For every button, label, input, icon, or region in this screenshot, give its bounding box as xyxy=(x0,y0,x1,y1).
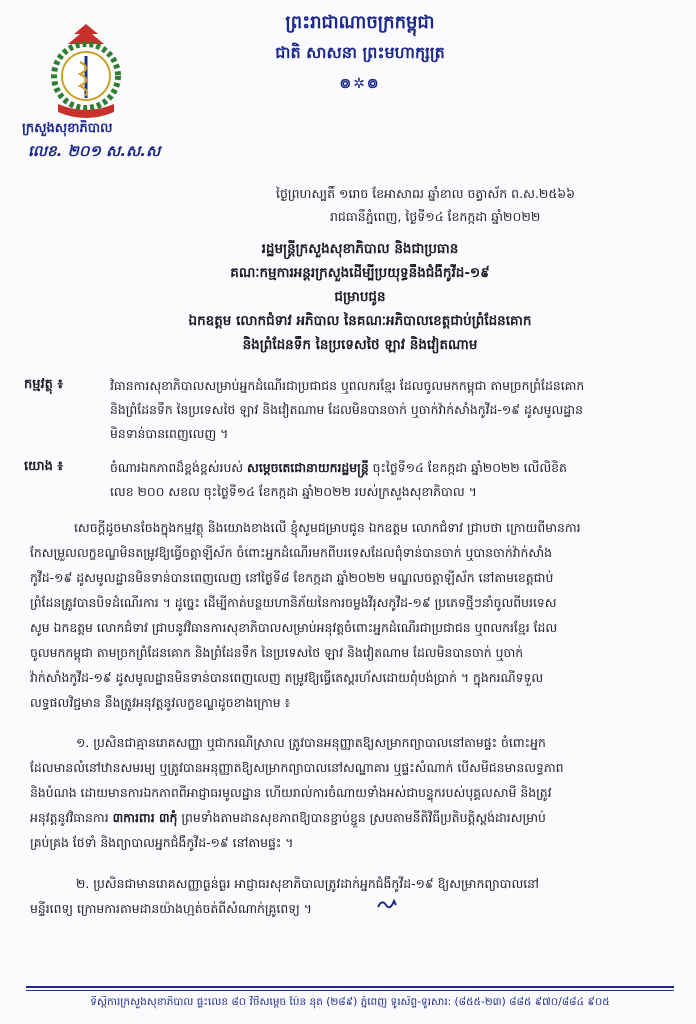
reference-text: ចំណារឯកភាពដ៏ខ្ពង់ខ្ពស់របស់ xyxy=(110,460,248,475)
heading-recipient: ឯកឧត្តម លោកជំទាវ អភិបាល នៃគណៈអភិបាលខេត្តជាប់ព្រំដែនគោក xyxy=(188,313,532,329)
reference-prime-minister: សម្តេចតេជោនាយករដ្ឋមន្ត្រី xyxy=(247,460,369,475)
heading-committee: គណៈកម្មការអន្តរក្រសួងដើម្បីប្រយុទ្ធនឹងជំងឺកូវីដ-១៩ xyxy=(230,265,490,281)
subject-label: កម្មវត្ថុ ៖ xyxy=(24,377,64,392)
heading-sender: រដ្ឋមន្ត្រីក្រសួងសុខាភិបាល និងជាប្រធាន xyxy=(261,241,459,257)
point-1-line: ដែលមានលំនៅឋានសមរម្យ ឬត្រូវបានអនុញ្ញាតឱ្យសម្រាកព្យាបាលនៅសណ្ឋាគារ ឬផ្ទះសំណាក់ បើសមីជនមានលទ្ធភាព xyxy=(30,760,564,775)
point-1-line: ១. ប្រសិនជាគ្មានរោគសញ្ញា ឬជាករណីស្រាល ត្រូវបានអនុញ្ញាតឱ្យសម្រាកព្យាបាលនៅតាមផ្ទះ ចំពោះអ្នក xyxy=(76,735,546,750)
intro-line: វ៉ាក់សាំងកូវីដ-១៩ ដូសមូលដ្ឋានមិនទាន់បានពេញលេញ តម្រូវឱ្យធ្វើតេស្តរហ័សដោយពុំបង់ប្រាក់ ។ ក្នុងករណីទទួល xyxy=(30,670,544,685)
point-2-line: ២. ប្រសិនជាមានរោគសញ្ញាធ្ងន់ធ្ងរ អាជ្ញាធរសុខាភិបាលត្រូវដាក់អ្នកជំងឺកូវីដ-១៩ ឱ្យសម្រាកព្យាបាលនៅ xyxy=(76,876,539,891)
kingdom-title: ព្រះរាជាណាចក្រកម្ពុជា xyxy=(285,12,435,33)
heading-recipient-cont: និងព្រំដែនទឹក នៃប្រទេសថៃ ឡាវ និងវៀតណាម xyxy=(242,337,478,353)
intro-line: សូម ឯកឧត្តម លោកជំទាវ ជ្រាបនូវវិធានការសុខាភិបាលសម្រាប់អនុវត្តចំពោះអ្នកដំណើរជាប្រជាជន ឬពលករខ្មែរ ដែល xyxy=(30,620,558,635)
point-1-line: និងបំណង ដោយមានការឯកភាពពីអាជ្ញាធរមូលដ្ឋាន ហើយរាល់ការចំណាយទាំងអស់ជាបន្ទុករបស់បុគ្គលសាមី និងត្រូវ xyxy=(30,785,552,800)
heading-greeting: ជម្រាបជូន xyxy=(334,289,386,305)
point-1-measures: ៣ការពារ ៣កុំ xyxy=(112,810,178,825)
point-1-text: អនុវត្តនូវវិធានការ xyxy=(30,810,113,825)
point-2-line: មន្ទីរពេទ្យ ក្រោមការតាមដានយ៉ាងហ្មត់ចត់ពីសំណាក់គ្រូពេទ្យ ។ xyxy=(30,901,312,916)
point-1-text: ព្រមទាំងតាមដានសុខភាពឱ្យបានខ្ជាប់ខ្ជួន ស្របតាមនីតិវិធីប្រតិបត្តិស្តង់ដារសម្រាប់ xyxy=(177,810,546,825)
intro-line: កូវីដ-១៩ ដូសមូលដ្ឋានមិនទាន់បានពេញលេញ នៅថ្ងៃទី៨ ខែកក្កដា ឆ្នាំ២០២២ មណ្ឌលចត្តាឡីស័ក នៅតាមខេត្តជាប់ xyxy=(30,570,554,585)
end-flourish-icon xyxy=(376,897,398,911)
point-1-line xyxy=(30,810,674,829)
intro-line: លទ្ធផលវិជ្ជមាន នឹងត្រូវអនុវត្តនូវលក្ខខណ្ឌដូចខាងក្រោម ៖ xyxy=(30,695,290,710)
intro-line: កែសម្រួលលក្ខខណ្ឌមិនតម្រូវឱ្យធ្វើចត្តាឡីស័ក ចំពោះអ្នកដំណើរមកពីបរទេសដែលពុំទាន់បានចាក់ ឬបានចាក់វ៉ាក់សាំង xyxy=(30,545,553,560)
subject-line: វិធានការសុខាភិបាលសម្រាប់អ្នកដំណើរជាប្រជាជន ឬពលករខ្មែរ ដែលចូលមកកម្ពុជា តាមច្រកព្រំដែនគោក xyxy=(110,378,585,393)
lunar-date: ថ្ងៃព្រហស្បតិ៍ ១រោច ខែអាសាឍ ឆ្នាំខាល ចត្វាស័ក ព.ស.២៥៦៦ xyxy=(276,186,575,201)
subject-line: មិនទាន់បានពេញលេញ ។ xyxy=(110,426,229,441)
national-motto: ជាតិ សាសនា ព្រះមហាក្សត្រ xyxy=(275,43,445,62)
footer-rule xyxy=(26,986,674,988)
point-1-line: គ្រប់គ្រង ថែទាំ និងព្យាបាលអ្នកជំងឺកូវីដ-១៩ នៅតាមផ្ទះ ។ xyxy=(30,835,294,850)
solar-date: រាជធានីភ្នំពេញ, ថ្ងៃទី១៤ ខែកក្កដា ឆ្នាំ២០២២ xyxy=(330,209,541,224)
intro-line: ព្រំដែនត្រូវបានបិទដំណើរការ ។ ដូច្នេះ ដើម្បីកាត់បន្ថយហានិភ័យនៃការចម្លងវីរុសកូវីដ-១៩ ប្រភេទថ្មីៗនាំចូលពីបរទេស xyxy=(30,595,557,610)
header-ornament: ៙✲៙ xyxy=(339,76,381,92)
document-reference-number: លេខ. ២០១ ស.ស.ស xyxy=(28,142,161,160)
subject-line: និងព្រំដែនទឹក នៃប្រទេសថៃ ឡាវ និងវៀតណាម ដែលមិនបានចាក់ ឬចាក់វ៉ាក់សាំងកូវីដ-១៩ ដូសមូលដ្ឋាន xyxy=(110,402,583,417)
ministry-name: ក្រសួងសុខាភិបាល xyxy=(22,121,113,136)
footer-rule-thin xyxy=(26,990,674,991)
reference-label: យោង ៖ xyxy=(24,459,64,474)
intro-line: សេចក្តីដូចមានចែងក្នុងកម្មវត្ថុ និងយោងខាងលើ ខ្ញុំសូមជម្រាបជូន ឯកឧត្តម លោកជំទាវ ជ្រាបថា ក្រោយពីមានការ xyxy=(74,520,581,535)
reference-line: លេខ ២០០ សខល ចុះថ្ងៃទី១៤ ខែកក្កដា ឆ្នាំ២០២២ របស់ក្រសួងសុខាភិបាល ។ xyxy=(110,484,477,499)
ministry-emblem-icon xyxy=(40,20,132,120)
intro-line: ចូលមកកម្ពុជា តាមច្រកព្រំដែនគោក និងព្រំដែនទឹក នៃប្រទេសថៃ ឡាវ និងវៀតណាម ដែលមិនបានចាក់ ឬចាក់ xyxy=(30,645,524,660)
reference-text: ចុះថ្ងៃទី១៤ ខែកក្កដា ឆ្នាំ២០២២ លើលិខិត xyxy=(368,460,567,475)
reference-line xyxy=(110,460,676,479)
footer-address: ទីស្តីការក្រសួងសុខាភិបាល ផ្ទះលេខ ៨០ វិថីសម្តេច ប៉ែន នុត (២៨៩) ភ្នំពេញ ទូរស័ព្ទ-ទូរសារ: (៨៥៥-២៣) ៨៨៥ ៩៧០/៨៨៤ ៩០៥ xyxy=(90,996,610,1008)
